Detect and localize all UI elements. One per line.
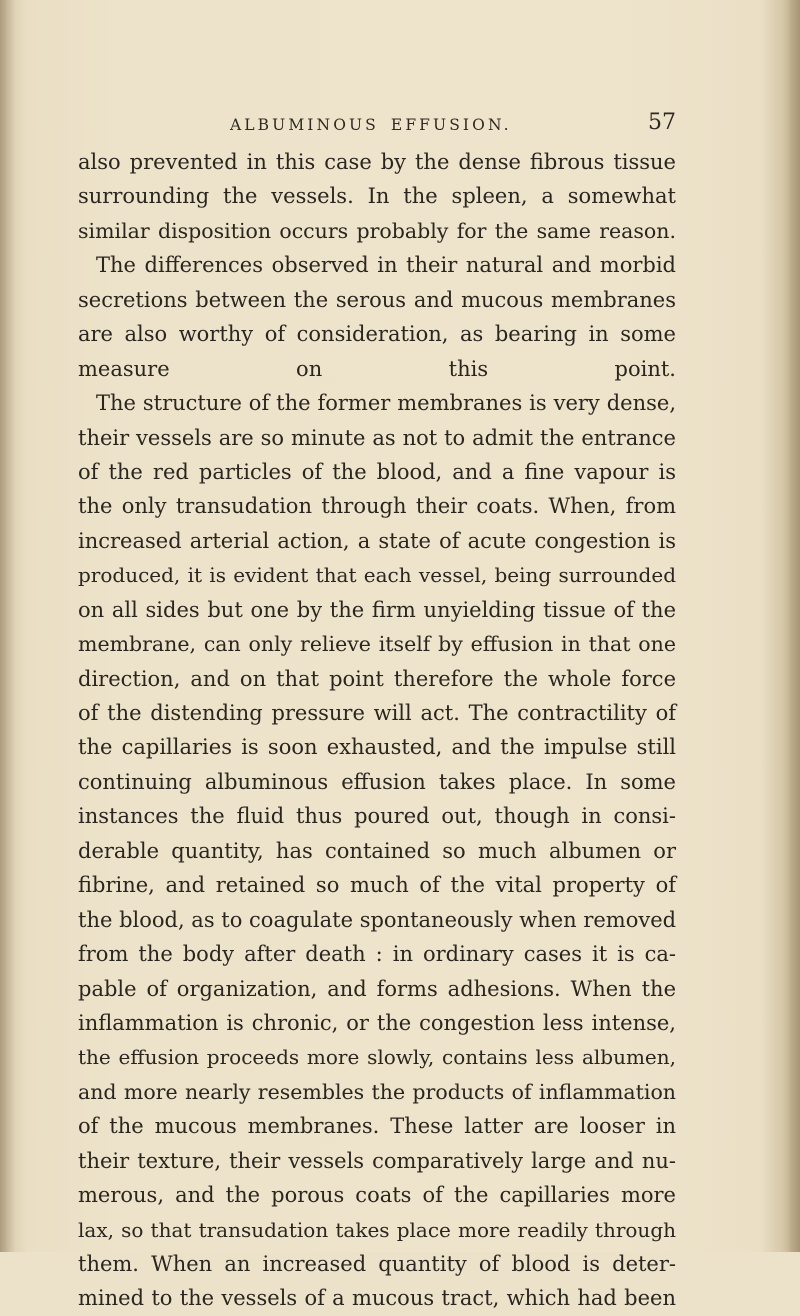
text-line: The differences observed in their natural and morbid [96,253,676,278]
text-line: continuing albuminous effusion takes place. In some [78,769,676,794]
text-line: of the red particles of the blood, and a fine vapour is [78,459,676,484]
text-line: inflammation is chronic, or the congestion less intense, [78,1010,676,1035]
text-line: the blood, as to coagulate spontaneously when removed [78,907,677,932]
text-line: of the mucous membranes. These latter are looser in [78,1114,676,1139]
text-line: fibrine, and retained so much of the vital property of [78,873,676,898]
text-line: surrounding the vessels. In the spleen, a somewhat [78,184,676,209]
text-line: increased arterial action, a state of acute congestion is [78,528,676,553]
text-line: secretions between the serous and mucous membranes [78,287,676,312]
text-line: mined to the vessels of a mucous tract, which had been [78,1286,676,1311]
text-line: The structure of the former membranes is very dense, [96,391,676,416]
text-line: similar disposition occurs probably for the same reason. [78,218,676,243]
body-text [78,145,676,1316]
text-line: of the distending pressure will act. The contractility of [78,701,676,725]
text-line: their texture, their vessels comparatively large and nu- [78,1148,676,1173]
text-line: them. When an increased quantity of blood is deter- [78,1252,676,1276]
text-line: from the body after death : in ordinary cases it is ca- [78,942,676,967]
text-line: on all sides but one by the firm unyielding tissue of the [78,597,676,622]
text-line: produced, it is evident that each vessel, being surrounded [78,563,676,588]
running-header [78,110,678,136]
text-line: lax, so that transudation takes place more readily through [78,1217,676,1242]
text-line: and more nearly resembles the products of inflammation [78,1079,676,1104]
text-line: pable of organization, and forms adhesions. When the [78,976,676,1001]
text-line: also prevented in this case by the dense fibrous tissue [78,150,676,174]
page-edge [788,0,800,1252]
text-line: derable quantity, has contained so much albumen or [78,838,676,863]
text-line: direction, and on that point therefore the whole force [78,666,676,691]
text-line: measure on this point. [78,356,676,381]
text-line: the only transudation through their coats. When, from [78,494,676,519]
gutter-shadow [0,0,16,1252]
text-line: membrane, can only relieve itself by effusion in that one [78,632,676,657]
text-line: the capillaries is soon exhausted, and the impulse still [78,735,676,760]
text-line: merous, and the porous coats of the capillaries more [78,1183,676,1208]
text-line: the effusion proceeds more slowly, contains less albumen, [78,1045,676,1070]
text-line: instances the fluid thus poured out, though in consi- [78,804,676,829]
text-line: their vessels are so minute as not to admit the entrance [78,425,676,450]
page-number: 57 [648,110,676,135]
text-line: are also worthy of consideration, as bearing in some [78,322,676,347]
running-title: ALBUMINOUS EFFUSION. [230,116,512,134]
